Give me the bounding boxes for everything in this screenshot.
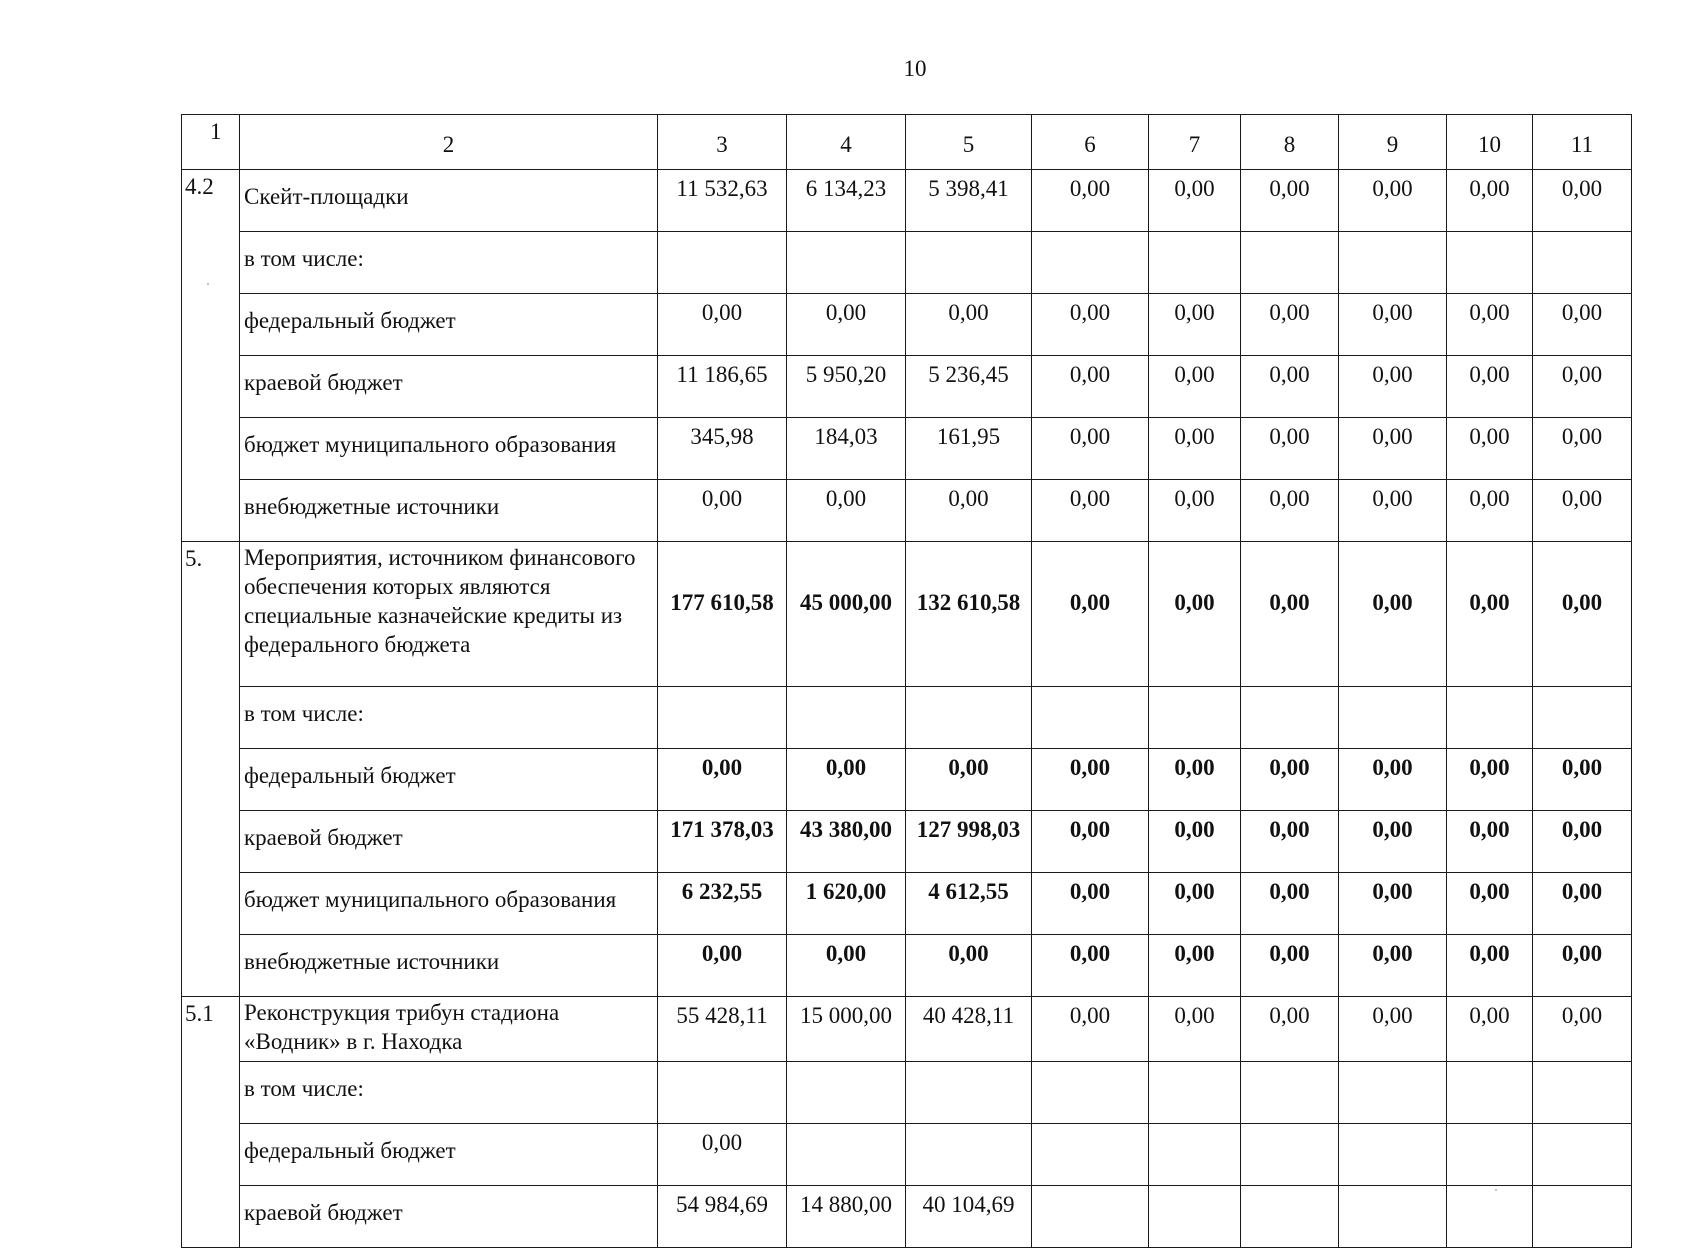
value-cell	[1149, 1186, 1241, 1248]
value-cell: 0,00	[1241, 294, 1339, 356]
row-name: федеральный бюджет	[240, 294, 658, 356]
value-cell: 0,00	[1149, 935, 1241, 997]
value-cell: 0,00	[1447, 997, 1533, 1062]
value-cell: 0,00	[1241, 356, 1339, 418]
value-cell: 0,00	[1149, 480, 1241, 542]
value-cell: 0,00	[906, 749, 1032, 811]
row-name: Мероприятия, источником финансового обеспечения которых являются специальные казначейские кредиты из федерального бюджета	[240, 542, 658, 687]
value-cell: 0,00	[1241, 542, 1339, 687]
table-body	[182, 115, 1632, 1248]
value-cell: 4 612,55	[906, 873, 1032, 935]
value-cell: 0,00	[1149, 418, 1241, 480]
value-cell	[1339, 1124, 1447, 1186]
value-cell: 0,00	[1447, 170, 1533, 232]
value-cell: 0,00	[1032, 997, 1149, 1062]
column-number: 6	[1032, 115, 1149, 170]
table-row	[182, 542, 1632, 687]
scan-artifact	[207, 283, 209, 285]
value-cell: 0,00	[787, 749, 906, 811]
table-row	[182, 1062, 1632, 1124]
value-cell: 0,00	[1533, 997, 1632, 1062]
value-cell	[1533, 1062, 1632, 1124]
value-cell	[1447, 232, 1533, 294]
row-name: федеральный бюджет	[240, 1124, 658, 1186]
value-cell: 0,00	[1447, 873, 1533, 935]
value-cell	[1149, 232, 1241, 294]
value-cell: 0,00	[1447, 749, 1533, 811]
value-cell: 0,00	[1533, 170, 1632, 232]
value-cell: 0,00	[658, 935, 787, 997]
value-cell: 0,00	[1241, 873, 1339, 935]
value-cell: 0,00	[1149, 873, 1241, 935]
value-cell: 0,00	[1339, 542, 1447, 687]
value-cell: 0,00	[1032, 418, 1149, 480]
value-cell: 0,00	[1339, 749, 1447, 811]
value-cell: 0,00	[1032, 749, 1149, 811]
table-row	[182, 1186, 1632, 1248]
value-cell: 0,00	[1533, 811, 1632, 873]
value-cell: 0,00	[1339, 356, 1447, 418]
value-cell	[1339, 1186, 1447, 1248]
row-name: в том числе:	[240, 1062, 658, 1124]
row-name: в том числе:	[240, 687, 658, 749]
value-cell	[1032, 1062, 1149, 1124]
value-cell: 0,00	[1241, 997, 1339, 1062]
value-cell: 0,00	[1032, 811, 1149, 873]
value-cell: 0,00	[1241, 935, 1339, 997]
value-cell: 40 104,69	[906, 1186, 1032, 1248]
value-cell: 6 232,55	[658, 873, 787, 935]
value-cell	[1447, 687, 1533, 749]
value-cell: 0,00	[1533, 873, 1632, 935]
value-cell: 0,00	[1533, 356, 1632, 418]
value-cell: 0,00	[1149, 170, 1241, 232]
value-cell: 0,00	[1339, 873, 1447, 935]
value-cell: 0,00	[1339, 811, 1447, 873]
value-cell	[658, 232, 787, 294]
value-cell: 0,00	[1241, 418, 1339, 480]
value-cell: 0,00	[787, 294, 906, 356]
value-cell: 0,00	[1149, 811, 1241, 873]
table-row	[182, 1124, 1632, 1186]
value-cell: 0,00	[1032, 935, 1149, 997]
value-cell: 0,00	[1032, 542, 1149, 687]
value-cell: 54 984,69	[658, 1186, 787, 1248]
column-number: 10	[1447, 115, 1533, 170]
value-cell	[1447, 1124, 1533, 1186]
column-number: 9	[1339, 115, 1447, 170]
value-cell	[1447, 1186, 1533, 1248]
value-cell: 14 880,00	[787, 1186, 906, 1248]
column-number: 7	[1149, 115, 1241, 170]
table-row	[182, 480, 1632, 542]
value-cell: 0,00	[658, 749, 787, 811]
value-cell: 0,00	[1339, 935, 1447, 997]
value-cell	[906, 1062, 1032, 1124]
row-name: краевой бюджет	[240, 356, 658, 418]
value-cell: 132 610,58	[906, 542, 1032, 687]
value-cell: 0,00	[1339, 294, 1447, 356]
value-cell	[1241, 1186, 1339, 1248]
value-cell: 5 236,45	[906, 356, 1032, 418]
value-cell: 0,00	[1339, 418, 1447, 480]
value-cell: 0,00	[1533, 418, 1632, 480]
value-cell	[906, 232, 1032, 294]
value-cell: 40 428,11	[906, 997, 1032, 1062]
value-cell: 0,00	[1447, 294, 1533, 356]
value-cell: 0,00	[1149, 749, 1241, 811]
value-cell: 11 532,63	[658, 170, 787, 232]
header-row	[182, 115, 1632, 170]
table-row	[182, 935, 1632, 997]
value-cell: 0,00	[1533, 749, 1632, 811]
row-name: внебюджетные источники	[240, 935, 658, 997]
value-cell: 0,00	[787, 480, 906, 542]
value-cell: 0,00	[1447, 935, 1533, 997]
value-cell: 0,00	[1339, 480, 1447, 542]
value-cell	[1241, 687, 1339, 749]
table-row	[182, 997, 1632, 1062]
row-number: 4.2	[182, 170, 240, 542]
value-cell: 171 378,03	[658, 811, 787, 873]
value-cell: 184,03	[787, 418, 906, 480]
value-cell: 0,00	[1533, 294, 1632, 356]
value-cell: 345,98	[658, 418, 787, 480]
row-number: 5.1	[182, 997, 240, 1248]
table-row	[182, 356, 1632, 418]
value-cell: 0,00	[1533, 542, 1632, 687]
value-cell	[1032, 232, 1149, 294]
value-cell: 15 000,00	[787, 997, 906, 1062]
row-name: бюджет муниципального образования	[240, 873, 658, 935]
column-number: 2	[240, 115, 658, 170]
value-cell: 0,00	[1241, 480, 1339, 542]
table-row	[182, 294, 1632, 356]
value-cell: 0,00	[1032, 294, 1149, 356]
value-cell: 0,00	[1149, 542, 1241, 687]
row-name: внебюджетные источники	[240, 480, 658, 542]
row-name: Скейт-площадки	[240, 170, 658, 232]
value-cell	[787, 1062, 906, 1124]
value-cell: 0,00	[906, 935, 1032, 997]
value-cell	[1533, 687, 1632, 749]
value-cell: 0,00	[1149, 997, 1241, 1062]
value-cell: 6 134,23	[787, 170, 906, 232]
value-cell: 0,00	[906, 294, 1032, 356]
value-cell	[1339, 1062, 1447, 1124]
column-number: 11	[1533, 115, 1632, 170]
value-cell: 43 380,00	[787, 811, 906, 873]
value-cell: 0,00	[1447, 418, 1533, 480]
value-cell	[1149, 1124, 1241, 1186]
value-cell: 0,00	[1032, 170, 1149, 232]
column-number: 1	[182, 115, 240, 170]
column-number: 5	[906, 115, 1032, 170]
value-cell: 45 000,00	[787, 542, 906, 687]
value-cell: 0,00	[1447, 480, 1533, 542]
value-cell: 0,00	[1533, 480, 1632, 542]
value-cell: 0,00	[1447, 811, 1533, 873]
value-cell: 5 398,41	[906, 170, 1032, 232]
page-number: 10	[903, 56, 927, 81]
table-row	[182, 170, 1632, 232]
value-cell: 0,00	[1032, 480, 1149, 542]
table-row	[182, 749, 1632, 811]
value-cell	[787, 687, 906, 749]
table-row	[182, 873, 1632, 935]
row-name: Реконструкция трибун стадиона «Водник» в г. Находка	[240, 997, 658, 1062]
value-cell	[1032, 1124, 1149, 1186]
row-name: краевой бюджет	[240, 811, 658, 873]
value-cell	[906, 687, 1032, 749]
value-cell	[658, 1062, 787, 1124]
value-cell: 0,00	[658, 1124, 787, 1186]
row-name: федеральный бюджет	[240, 749, 658, 811]
value-cell: 11 186,65	[658, 356, 787, 418]
scan-artifact	[1495, 1189, 1497, 1191]
value-cell	[1149, 687, 1241, 749]
value-cell: 0,00	[1447, 542, 1533, 687]
value-cell: 0,00	[1241, 811, 1339, 873]
value-cell	[1241, 232, 1339, 294]
table-row	[182, 232, 1632, 294]
value-cell: 0,00	[1447, 356, 1533, 418]
row-number: 5.	[182, 542, 240, 997]
value-cell: 0,00	[1533, 935, 1632, 997]
value-cell: 0,00	[787, 935, 906, 997]
value-cell: 0,00	[658, 294, 787, 356]
column-number: 4	[787, 115, 906, 170]
value-cell	[1533, 1186, 1632, 1248]
row-name: в том числе:	[240, 232, 658, 294]
value-cell: 0,00	[1032, 356, 1149, 418]
value-cell: 0,00	[1339, 997, 1447, 1062]
value-cell: 0,00	[1339, 170, 1447, 232]
value-cell: 0,00	[1149, 294, 1241, 356]
value-cell	[1533, 232, 1632, 294]
value-cell: 161,95	[906, 418, 1032, 480]
value-cell	[1339, 687, 1447, 749]
budget-table	[181, 114, 1632, 1248]
value-cell	[1533, 1124, 1632, 1186]
value-cell: 0,00	[658, 480, 787, 542]
value-cell: 0,00	[1241, 749, 1339, 811]
value-cell	[658, 687, 787, 749]
table-row	[182, 811, 1632, 873]
value-cell: 177 610,58	[658, 542, 787, 687]
value-cell	[1032, 1186, 1149, 1248]
column-number: 3	[658, 115, 787, 170]
value-cell	[1339, 232, 1447, 294]
value-cell	[1149, 1062, 1241, 1124]
value-cell	[787, 232, 906, 294]
value-cell: 0,00	[1149, 356, 1241, 418]
value-cell	[1447, 1062, 1533, 1124]
row-name: бюджет муниципального образования	[240, 418, 658, 480]
value-cell	[1241, 1124, 1339, 1186]
value-cell: 0,00	[1032, 873, 1149, 935]
value-cell: 0,00	[1241, 170, 1339, 232]
row-name: краевой бюджет	[240, 1186, 658, 1248]
value-cell	[1032, 687, 1149, 749]
value-cell: 0,00	[906, 480, 1032, 542]
value-cell: 55 428,11	[658, 997, 787, 1062]
column-number: 8	[1241, 115, 1339, 170]
value-cell: 127 998,03	[906, 811, 1032, 873]
value-cell	[787, 1124, 906, 1186]
value-cell	[906, 1124, 1032, 1186]
value-cell: 1 620,00	[787, 873, 906, 935]
table-row	[182, 418, 1632, 480]
value-cell: 5 950,20	[787, 356, 906, 418]
value-cell	[1241, 1062, 1339, 1124]
table-row	[182, 687, 1632, 749]
